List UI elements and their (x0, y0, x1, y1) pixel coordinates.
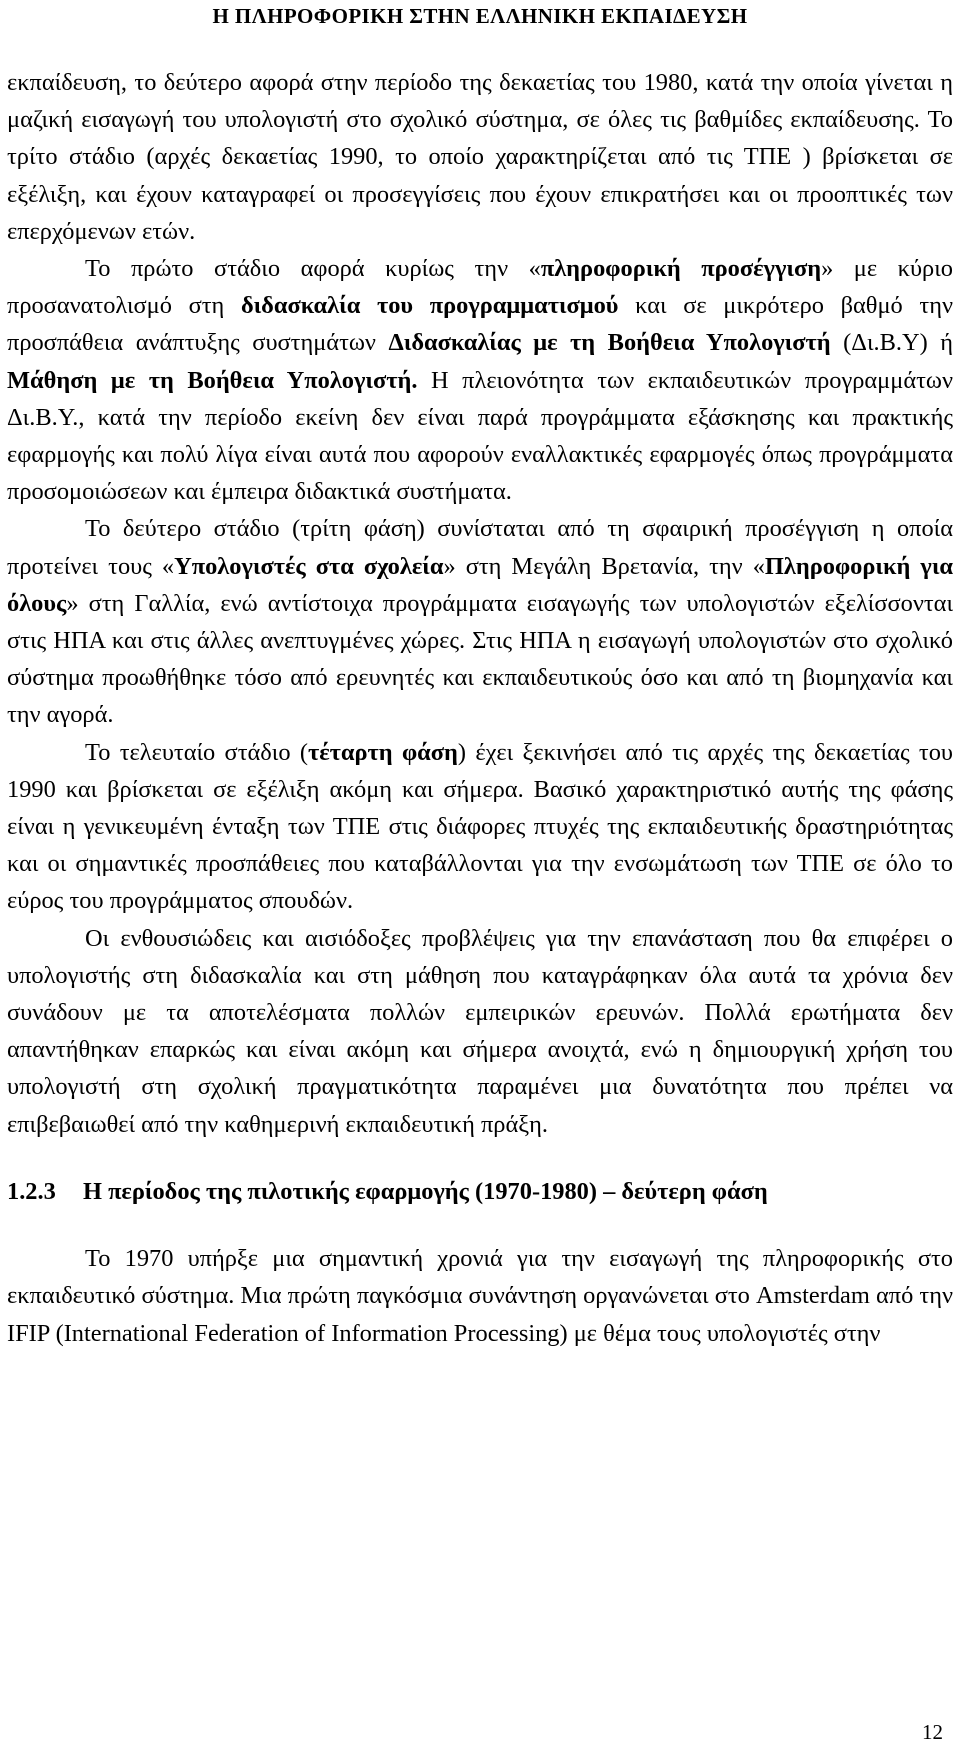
section-heading (7, 1173, 953, 1210)
term-computer-assisted-instruction: Διδασκαλίας με τη Βοήθεια Υπολογιστή (388, 329, 831, 357)
paragraph-3-text-3: » στη Γαλλία, ενώ αντίστοιχα προγράμματα εισαγωγής των υπολογιστών εξελίσσονται στις ΗΠΑ και στις άλλες ανεπτυγμένες χώρες. Στις ΗΠΑ η εισαγωγή υπολογιστών στο σχολικό σύστημα προωθήθηκε τόσο από ερευνητές και εκπαιδευτικούς όσο και από τη βιομηχανία και την αγορά. (7, 589, 953, 729)
paragraph-4 (7, 734, 953, 920)
paragraph-6 (7, 1240, 953, 1352)
term-fourth-phase: τέταρτη φάση (307, 738, 458, 766)
paragraph-2-text-2: » με κύριο προσανατολισμό στη (7, 255, 953, 320)
paragraph-2-text-4: (Δι.Β.Υ) ή (830, 329, 953, 357)
body-text (7, 64, 953, 1352)
paragraph-1 (7, 64, 953, 250)
term-programming-teaching: διδασκαλία του προγραμματισμού (240, 292, 619, 320)
paragraph-4-text-2: ) έχει ξεκινήσει από τις αρχές της δεκαετίας του 1990 και βρίσκεται σε εξέλιξη ακόμη και σήμερα. Βασικό χαρακτηριστικό αυτής της φάσης είναι η γενικευμένη ένταξη των ΤΠΕ στις διάφορες πτυχές της εκπαιδευτικής δραστηριότητας και οι σημαντικές προσπάθειες που καταβάλλονται για την ενσωμάτωση των ΤΠΕ σε όλο το εύρος του προγράμματος σπουδών. (7, 738, 954, 915)
paragraph-3-text-1: Το δεύτερο στάδιο (τρίτη φάση) συνίσταται από τη σφαιρική προσέγγιση η οποία προτείνει τους « (7, 515, 953, 580)
page-number: 12 (922, 1720, 943, 1744)
paragraph-5-text: Οι ενθουσιώδεις και αισιόδοξες προβλέψεις για την επανάσταση που θα επιφέρει ο υπολογιστής στη διδασκαλία και στη μάθηση που καταγράφηκαν όλα αυτά τα χρόνια δεν συνάδουν με τα αποτελέσματα πολλών εμπειρικών ερευνών. Πολλά ερωτήματα δεν απαντήθηκαν επαρκώς και είναι ακόμη και σήμερα ανοιχτά, ενώ η δημιουργική χρήση του υπολογιστή στη σχολική πραγματικότητα παραμένει μια δυνατότητα που πρέπει να επιβεβαιωθεί από την καθημερινή εκπαιδευτική πράξη. (7, 924, 953, 1138)
paragraph-1-text: εκπαίδευση, το δεύτερο αφορά στην περίοδο της δεκαετίας του 1980, κατά την οποία γίνεται η μαζική εισαγωγή του υπολογιστή στο σχολικό σύστημα, σε όλες τις βαθμίδες εκπαίδευσης. Το τρίτο στάδιο (αρχές δεκαετίας 1990, το οποίο χαρακτηρίζεται από τις ΤΠΕ ) βρίσκεται σε εξέλιξη, και έχουν καταγραφεί οι προσεγγίσεις που έχουν επικρατήσει και οι προοπτικές των επερχόμενων ετών. (7, 69, 953, 245)
paragraph-3 (7, 510, 953, 733)
paragraph-6-text: Το 1970 υπήρξε μια σημαντική χρονιά για την εισαγωγή της πληροφορικής στο εκπαιδευτικό σύστημα. Μια πρώτη παγκόσμια συνάντηση οργανώνεται στο Amsterdam από την IFIP (International Federation of Information Processing) με θέμα τους υπολογιστές στην (7, 1245, 953, 1347)
term-computers-in-schools: Υπολογιστές στα σχολεία (174, 552, 444, 580)
running-header: Η ΠΛΗΡΟΦΟΡΙΚΗ ΣΤΗΝ ΕΛΛΗΝΙΚΗ ΕΚΠΑΙΔΕΥΣΗ (212, 4, 748, 28)
paragraph-2-text-3: και σε μικρότερο βαθμό την προσπάθεια ανάπτυξης συστημάτων (7, 292, 953, 357)
paragraph-2-text-5: Η πλειονότητα των εκπαιδευτικών προγραμμάτων Δι.Β.Υ., κατά την περίοδο εκείνη δεν είναι παρά προγράμματα εξάσκησης και πρακτικής εφαρμογής και πολύ λίγα είναι αυτά που αφορούν εναλλακτικές εφαρμογές όπως προγράμματα προσομοιώσεων και έμπειρα διδακτικά συστήματα. (7, 366, 953, 506)
paragraph-2 (7, 250, 953, 510)
paragraph-4-text-1: Το τελευταίο στάδιο ( (85, 738, 308, 766)
term-informatics-for-all: Πληροφορική για όλους (7, 552, 953, 617)
section-number: 1.2.3 (7, 1177, 56, 1205)
term-informatics-approach: πληροφορική προσέγγιση (540, 255, 822, 283)
paragraph-5 (7, 920, 953, 1143)
paragraph-2-text-1: Το πρώτο στάδιο αφορά κυρίως την « (85, 255, 541, 283)
paragraph-3-text-2: » στη Μεγάλη Βρετανία, την « (443, 552, 765, 580)
term-computer-assisted-learning: Μάθηση με τη Βοήθεια Υπολογιστή. (7, 366, 418, 394)
section-title: Η περίοδος της πιλοτικής εφαρμογής (1970-1980) – δεύτερη φάση (83, 1177, 768, 1205)
